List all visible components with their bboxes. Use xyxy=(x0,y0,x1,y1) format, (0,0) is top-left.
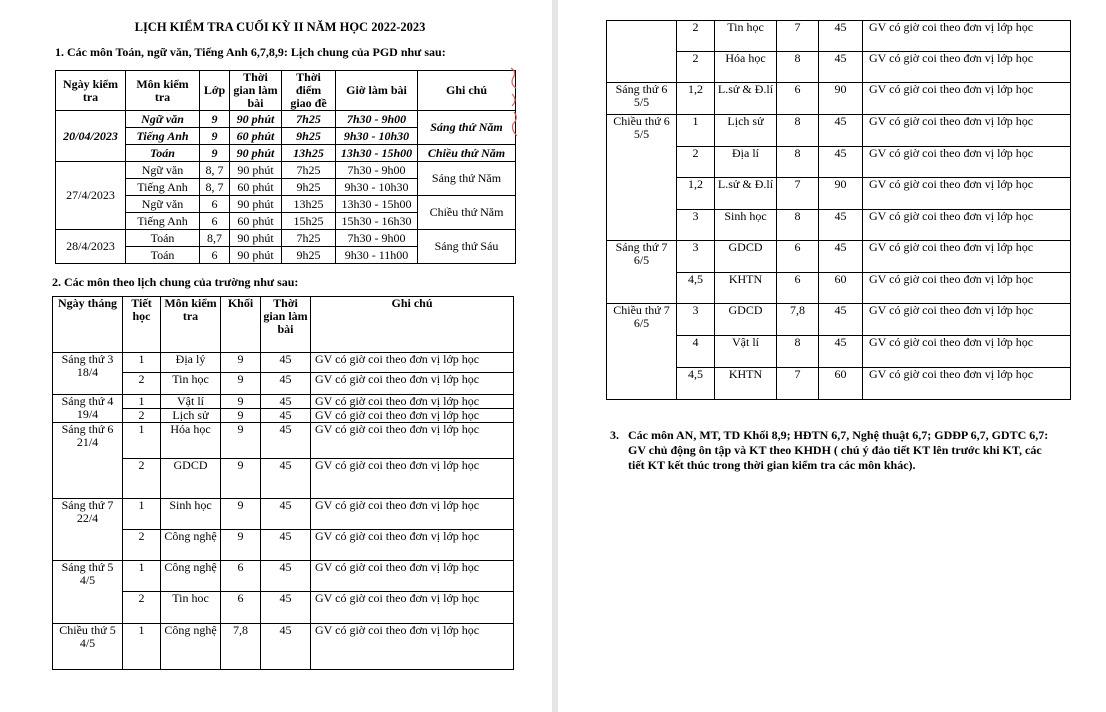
duration-cell: 60 phút xyxy=(230,128,282,145)
school-schedule-table-continued xyxy=(606,20,1071,400)
period-cell: 3 xyxy=(677,304,715,336)
table-row xyxy=(53,499,514,530)
table-row xyxy=(607,83,1071,115)
period-cell: 1 xyxy=(123,353,161,373)
note-cell: GV có giờ coi theo đơn vị lớp học xyxy=(311,561,514,592)
period-cell: 1 xyxy=(123,624,161,670)
handout-time-cell: 9h25 xyxy=(282,128,336,145)
grade-cell: 7 xyxy=(777,368,819,400)
day-cell: Sáng thứ 4 19/4 xyxy=(53,395,123,423)
table-row xyxy=(56,230,516,247)
subject-cell: Toán xyxy=(126,247,200,264)
subject-cell: Toán xyxy=(126,230,200,247)
duration-cell: 45 xyxy=(819,336,863,368)
school-schedule-table xyxy=(52,296,514,670)
table-row xyxy=(607,336,1071,368)
subject-cell: Ngữ văn xyxy=(126,111,200,128)
duration-cell: 45 xyxy=(819,52,863,83)
column-header: Thời gian làm bài xyxy=(230,71,282,111)
grade-cell: 8, 7 xyxy=(200,162,230,179)
column-header: Ghi chú xyxy=(311,297,514,353)
note-cell: GV có giờ coi theo đơn vị lớp học xyxy=(311,459,514,499)
subject-cell: Lịch sử xyxy=(161,409,221,423)
grade-cell: 9 xyxy=(221,423,261,459)
duration-cell: 90 xyxy=(819,83,863,115)
subject-cell: Toán xyxy=(126,145,200,162)
subject-cell: Tiếng Anh xyxy=(126,179,200,196)
duration-cell: 90 phút xyxy=(230,196,282,213)
duration-cell: 90 phút xyxy=(230,111,282,128)
duration-cell: 90 phút xyxy=(230,230,282,247)
grade-cell: 9 xyxy=(221,530,261,561)
subject-cell: Tin học xyxy=(715,21,777,52)
subject-cell: Ngữ văn xyxy=(126,196,200,213)
duration-cell: 90 xyxy=(819,178,863,210)
grade-cell: 9 xyxy=(200,128,230,145)
grade-cell: 9 xyxy=(221,395,261,409)
handout-time-cell: 9h25 xyxy=(282,247,336,264)
note-cell: GV có giờ coi theo đơn vị lớp học xyxy=(863,147,1071,178)
column-header: Thời điểm giao đề xyxy=(282,71,336,111)
handout-time-cell: 7h25 xyxy=(282,111,336,128)
grade-cell: 9 xyxy=(200,111,230,128)
handout-time-cell: 7h25 xyxy=(282,230,336,247)
note-cell: Chiều thứ Năm xyxy=(418,196,516,230)
grade-cell: 6 xyxy=(777,273,819,304)
table-row xyxy=(53,395,514,409)
section-3-paragraph xyxy=(610,428,1060,473)
subject-cell: Hóa học xyxy=(715,52,777,83)
handout-time-cell: 13h25 xyxy=(282,196,336,213)
period-cell: 2 xyxy=(677,147,715,178)
table-row xyxy=(56,162,516,179)
period-cell: 2 xyxy=(677,21,715,52)
table-row xyxy=(53,423,514,459)
period-cell: 1,2 xyxy=(677,83,715,115)
table-row xyxy=(53,592,514,624)
section-1-heading: 1. Các môn Toán, ngữ văn, Tiếng Anh 6,7,8,9: Lịch chung của PGD như sau: xyxy=(55,45,446,59)
day-cell: Sáng thứ 7 6/5 xyxy=(607,241,677,304)
duration-cell: 60 phút xyxy=(230,213,282,230)
exam-time-cell: 13h30 - 15h00 xyxy=(336,145,418,162)
table-row xyxy=(607,241,1071,273)
period-cell: 4,5 xyxy=(677,273,715,304)
note-cell: GV có giờ coi theo đơn vị lớp học xyxy=(311,624,514,670)
duration-cell: 45 xyxy=(261,499,311,530)
subject-cell: Công nghệ xyxy=(161,530,221,561)
column-header: Ngày tháng xyxy=(53,297,123,353)
table-row xyxy=(607,115,1071,147)
table-row xyxy=(53,353,514,373)
subject-cell: Sinh học xyxy=(715,210,777,241)
note-cell: GV có giờ coi theo đơn vị lớp học xyxy=(311,395,514,409)
duration-cell: 45 xyxy=(819,21,863,52)
grade-cell: 6 xyxy=(221,561,261,592)
subject-cell: GDCD xyxy=(161,459,221,499)
table-header-row xyxy=(53,297,514,353)
subject-cell: Tin hoc xyxy=(161,592,221,624)
grade-cell: 9 xyxy=(221,409,261,423)
duration-cell: 60 phút xyxy=(230,179,282,196)
note-cell: GV có giờ coi theo đơn vị lớp học xyxy=(311,499,514,530)
subject-cell: Ngữ văn xyxy=(126,162,200,179)
subject-cell: Tin học xyxy=(161,373,221,395)
subject-cell: Sinh học xyxy=(161,499,221,530)
subject-cell: Tiếng Anh xyxy=(126,128,200,145)
period-cell: 2 xyxy=(123,373,161,395)
table-row xyxy=(607,147,1071,178)
note-cell: GV có giờ coi theo đơn vị lớp học xyxy=(863,336,1071,368)
duration-cell: 45 xyxy=(261,561,311,592)
period-cell: 2 xyxy=(123,459,161,499)
duration-cell: 45 xyxy=(261,423,311,459)
period-cell: 3 xyxy=(677,241,715,273)
day-cell: Sáng thứ 3 18/4 xyxy=(53,353,123,395)
document-page-left xyxy=(0,0,552,712)
section-2-heading: 2. Các môn theo lịch chung của trường như sau: xyxy=(52,275,299,289)
handout-time-cell: 7h25 xyxy=(282,162,336,179)
grade-cell: 6 xyxy=(777,241,819,273)
note-cell: Sáng thứ Năm xyxy=(418,111,516,145)
note-cell: GV có giờ coi theo đơn vị lớp học xyxy=(311,373,514,395)
exam-time-cell: 15h30 - 16h30 xyxy=(336,213,418,230)
grade-cell: 8,7 xyxy=(200,230,230,247)
grade-cell: 9 xyxy=(221,459,261,499)
table-row xyxy=(607,368,1071,400)
duration-cell: 90 phút xyxy=(230,145,282,162)
period-cell: 4 xyxy=(677,336,715,368)
note-cell: GV có giờ coi theo đơn vị lớp học xyxy=(311,592,514,624)
column-header: Khối xyxy=(221,297,261,353)
section-3-number: 3. xyxy=(610,428,619,442)
column-header: Ghi chú xyxy=(418,71,516,111)
subject-cell: Địa lí xyxy=(715,147,777,178)
duration-cell: 60 xyxy=(819,273,863,304)
day-cell: Chiều thứ 6 5/5 xyxy=(607,115,677,241)
grade-cell: 8 xyxy=(777,147,819,178)
exam-time-cell: 9h30 - 10h30 xyxy=(336,128,418,145)
duration-cell: 45 xyxy=(819,304,863,336)
period-cell: 2 xyxy=(123,409,161,423)
subject-cell: L.sử & Đ.lí xyxy=(715,178,777,210)
note-cell: GV có giờ coi theo đơn vị lớp học xyxy=(863,241,1071,273)
column-header: Giờ làm bài xyxy=(336,71,418,111)
period-cell: 4,5 xyxy=(677,368,715,400)
duration-cell: 45 xyxy=(261,592,311,624)
note-cell: GV có giờ coi theo đơn vị lớp học xyxy=(311,409,514,423)
duration-cell: 45 xyxy=(261,459,311,499)
note-cell: GV có giờ coi theo đơn vị lớp học xyxy=(311,530,514,561)
exam-time-cell: 9h30 - 11h00 xyxy=(336,247,418,264)
period-cell: 1 xyxy=(123,561,161,592)
grade-cell: 8 xyxy=(777,336,819,368)
day-cell: Sáng thứ 5 4/5 xyxy=(53,561,123,624)
day-cell: Sáng thứ 6 21/4 xyxy=(53,423,123,499)
table-row xyxy=(53,624,514,670)
column-header: Ngày kiểm tra xyxy=(56,71,126,111)
exam-date: 20/04/2023 xyxy=(56,111,126,162)
period-cell: 1 xyxy=(123,395,161,409)
exam-time-cell: 13h30 - 15h00 xyxy=(336,196,418,213)
duration-cell: 60 xyxy=(819,368,863,400)
table-row xyxy=(53,459,514,499)
grade-cell: 6 xyxy=(200,196,230,213)
grade-cell: 7 xyxy=(777,178,819,210)
note-cell: GV có giờ coi theo đơn vị lớp học xyxy=(311,353,514,373)
handout-time-cell: 15h25 xyxy=(282,213,336,230)
exam-date: 27/4/2023 xyxy=(56,162,126,230)
period-cell: 2 xyxy=(677,52,715,83)
subject-cell: L.sử & Đ.lí xyxy=(715,83,777,115)
period-cell: 3 xyxy=(677,210,715,241)
exam-time-cell: 7h30 - 9h00 xyxy=(336,230,418,247)
duration-cell: 45 xyxy=(819,210,863,241)
grade-cell: 8 xyxy=(777,52,819,83)
note-cell: Chiều thứ Năm xyxy=(418,145,516,162)
grade-cell: 7,8 xyxy=(221,624,261,670)
grade-cell: 6 xyxy=(777,83,819,115)
day-cell: Sáng thứ 6 5/5 xyxy=(607,83,677,115)
duration-cell: 45 xyxy=(819,115,863,147)
note-cell: GV có giờ coi theo đơn vị lớp học xyxy=(863,83,1071,115)
grade-cell: 8 xyxy=(777,210,819,241)
note-cell: GV có giờ coi theo đơn vị lớp học xyxy=(863,273,1071,304)
table-row xyxy=(607,52,1071,83)
duration-cell: 45 xyxy=(261,530,311,561)
note-cell: Sáng thứ Sáu xyxy=(418,230,516,264)
handwritten-mark xyxy=(508,64,522,144)
column-header: Thời gian làm bài xyxy=(261,297,311,353)
note-cell: Sáng thứ Năm xyxy=(418,162,516,196)
period-cell: 2 xyxy=(123,530,161,561)
duration-cell: 45 xyxy=(261,353,311,373)
day-cell: Chiều thứ 5 4/5 xyxy=(53,624,123,670)
subject-cell: Hóa học xyxy=(161,423,221,459)
table-row xyxy=(607,273,1071,304)
subject-cell: Địa lý xyxy=(161,353,221,373)
document-page-right xyxy=(558,0,1106,712)
subject-cell: GDCD xyxy=(715,304,777,336)
grade-cell: 9 xyxy=(221,373,261,395)
period-cell: 1 xyxy=(123,499,161,530)
duration-cell: 45 xyxy=(819,241,863,273)
handout-time-cell: 13h25 xyxy=(282,145,336,162)
subject-cell: Công nghệ xyxy=(161,561,221,592)
table-row xyxy=(607,210,1071,241)
table-row xyxy=(53,530,514,561)
note-cell: GV có giờ coi theo đơn vị lớp học xyxy=(863,210,1071,241)
section-3-text: Các môn AN, MT, TD Khối 8,9; HĐTN 6,7, Nghệ thuật 6,7; GDĐP 6,7, GDTC 6,7: GV chủ động ôn tập và KT theo KHDH ( chú ý đảo tiết KT lên trước khi KT, các tiết KT kết thúc trong thời gian kiểm tra các môn khác). xyxy=(628,428,1049,472)
duration-cell: 90 phút xyxy=(230,247,282,264)
duration-cell: 45 xyxy=(261,373,311,395)
grade-cell: 6 xyxy=(221,592,261,624)
table-header-row xyxy=(56,71,516,111)
day-cell: Chiều thứ 7 6/5 xyxy=(607,304,677,400)
day-cell xyxy=(607,21,677,83)
note-cell: GV có giờ coi theo đơn vị lớp học xyxy=(863,115,1071,147)
column-header: Tiết học xyxy=(123,297,161,353)
note-cell: GV có giờ coi theo đơn vị lớp học xyxy=(863,368,1071,400)
note-cell: GV có giờ coi theo đơn vị lớp học xyxy=(863,21,1071,52)
period-cell: 1 xyxy=(677,115,715,147)
period-cell: 1 xyxy=(123,423,161,459)
grade-cell: 7 xyxy=(777,21,819,52)
duration-cell: 45 xyxy=(819,147,863,178)
subject-cell: GDCD xyxy=(715,241,777,273)
grade-cell: 6 xyxy=(200,213,230,230)
exam-time-cell: 7h30 - 9h00 xyxy=(336,162,418,179)
table-row xyxy=(56,111,516,128)
note-cell: GV có giờ coi theo đơn vị lớp học xyxy=(863,178,1071,210)
grade-cell: 9 xyxy=(221,499,261,530)
grade-cell: 9 xyxy=(200,145,230,162)
grade-cell: 9 xyxy=(221,353,261,373)
period-cell: 2 xyxy=(123,592,161,624)
document-title: LỊCH KIỂM TRA CUỐI KỲ II NĂM HỌC 2022-2023 xyxy=(134,20,426,34)
duration-cell: 45 xyxy=(261,395,311,409)
grade-cell: 8 xyxy=(777,115,819,147)
note-cell: GV có giờ coi theo đơn vị lớp học xyxy=(311,423,514,459)
exam-time-cell: 9h30 - 10h30 xyxy=(336,179,418,196)
table-row xyxy=(53,373,514,395)
subject-cell: Vật lí xyxy=(715,336,777,368)
subject-cell: Vật lí xyxy=(161,395,221,409)
subject-cell: Tiếng Anh xyxy=(126,213,200,230)
subject-cell: KHTN xyxy=(715,368,777,400)
table-row xyxy=(607,21,1071,52)
subject-cell: KHTN xyxy=(715,273,777,304)
table-row xyxy=(53,409,514,423)
pgd-schedule-table xyxy=(55,70,516,264)
duration-cell: 45 xyxy=(261,624,311,670)
duration-cell: 90 phút xyxy=(230,162,282,179)
day-cell: Sáng thứ 7 22/4 xyxy=(53,499,123,561)
handout-time-cell: 9h25 xyxy=(282,179,336,196)
grade-cell: 8, 7 xyxy=(200,179,230,196)
column-header: Môn kiểm tra xyxy=(126,71,200,111)
table-row xyxy=(53,561,514,592)
period-cell: 1,2 xyxy=(677,178,715,210)
subject-cell: Công nghệ xyxy=(161,624,221,670)
column-header: Lớp xyxy=(200,71,230,111)
note-cell: GV có giờ coi theo đơn vị lớp học xyxy=(863,52,1071,83)
duration-cell: 45 xyxy=(261,409,311,423)
subject-cell: Lịch sử xyxy=(715,115,777,147)
exam-date: 28/4/2023 xyxy=(56,230,126,264)
table-row xyxy=(607,304,1071,336)
grade-cell: 7,8 xyxy=(777,304,819,336)
column-header: Môn kiểm tra xyxy=(161,297,221,353)
exam-time-cell: 7h30 - 9h00 xyxy=(336,111,418,128)
table-row xyxy=(607,178,1071,210)
grade-cell: 6 xyxy=(200,247,230,264)
note-cell: GV có giờ coi theo đơn vị lớp học xyxy=(863,304,1071,336)
